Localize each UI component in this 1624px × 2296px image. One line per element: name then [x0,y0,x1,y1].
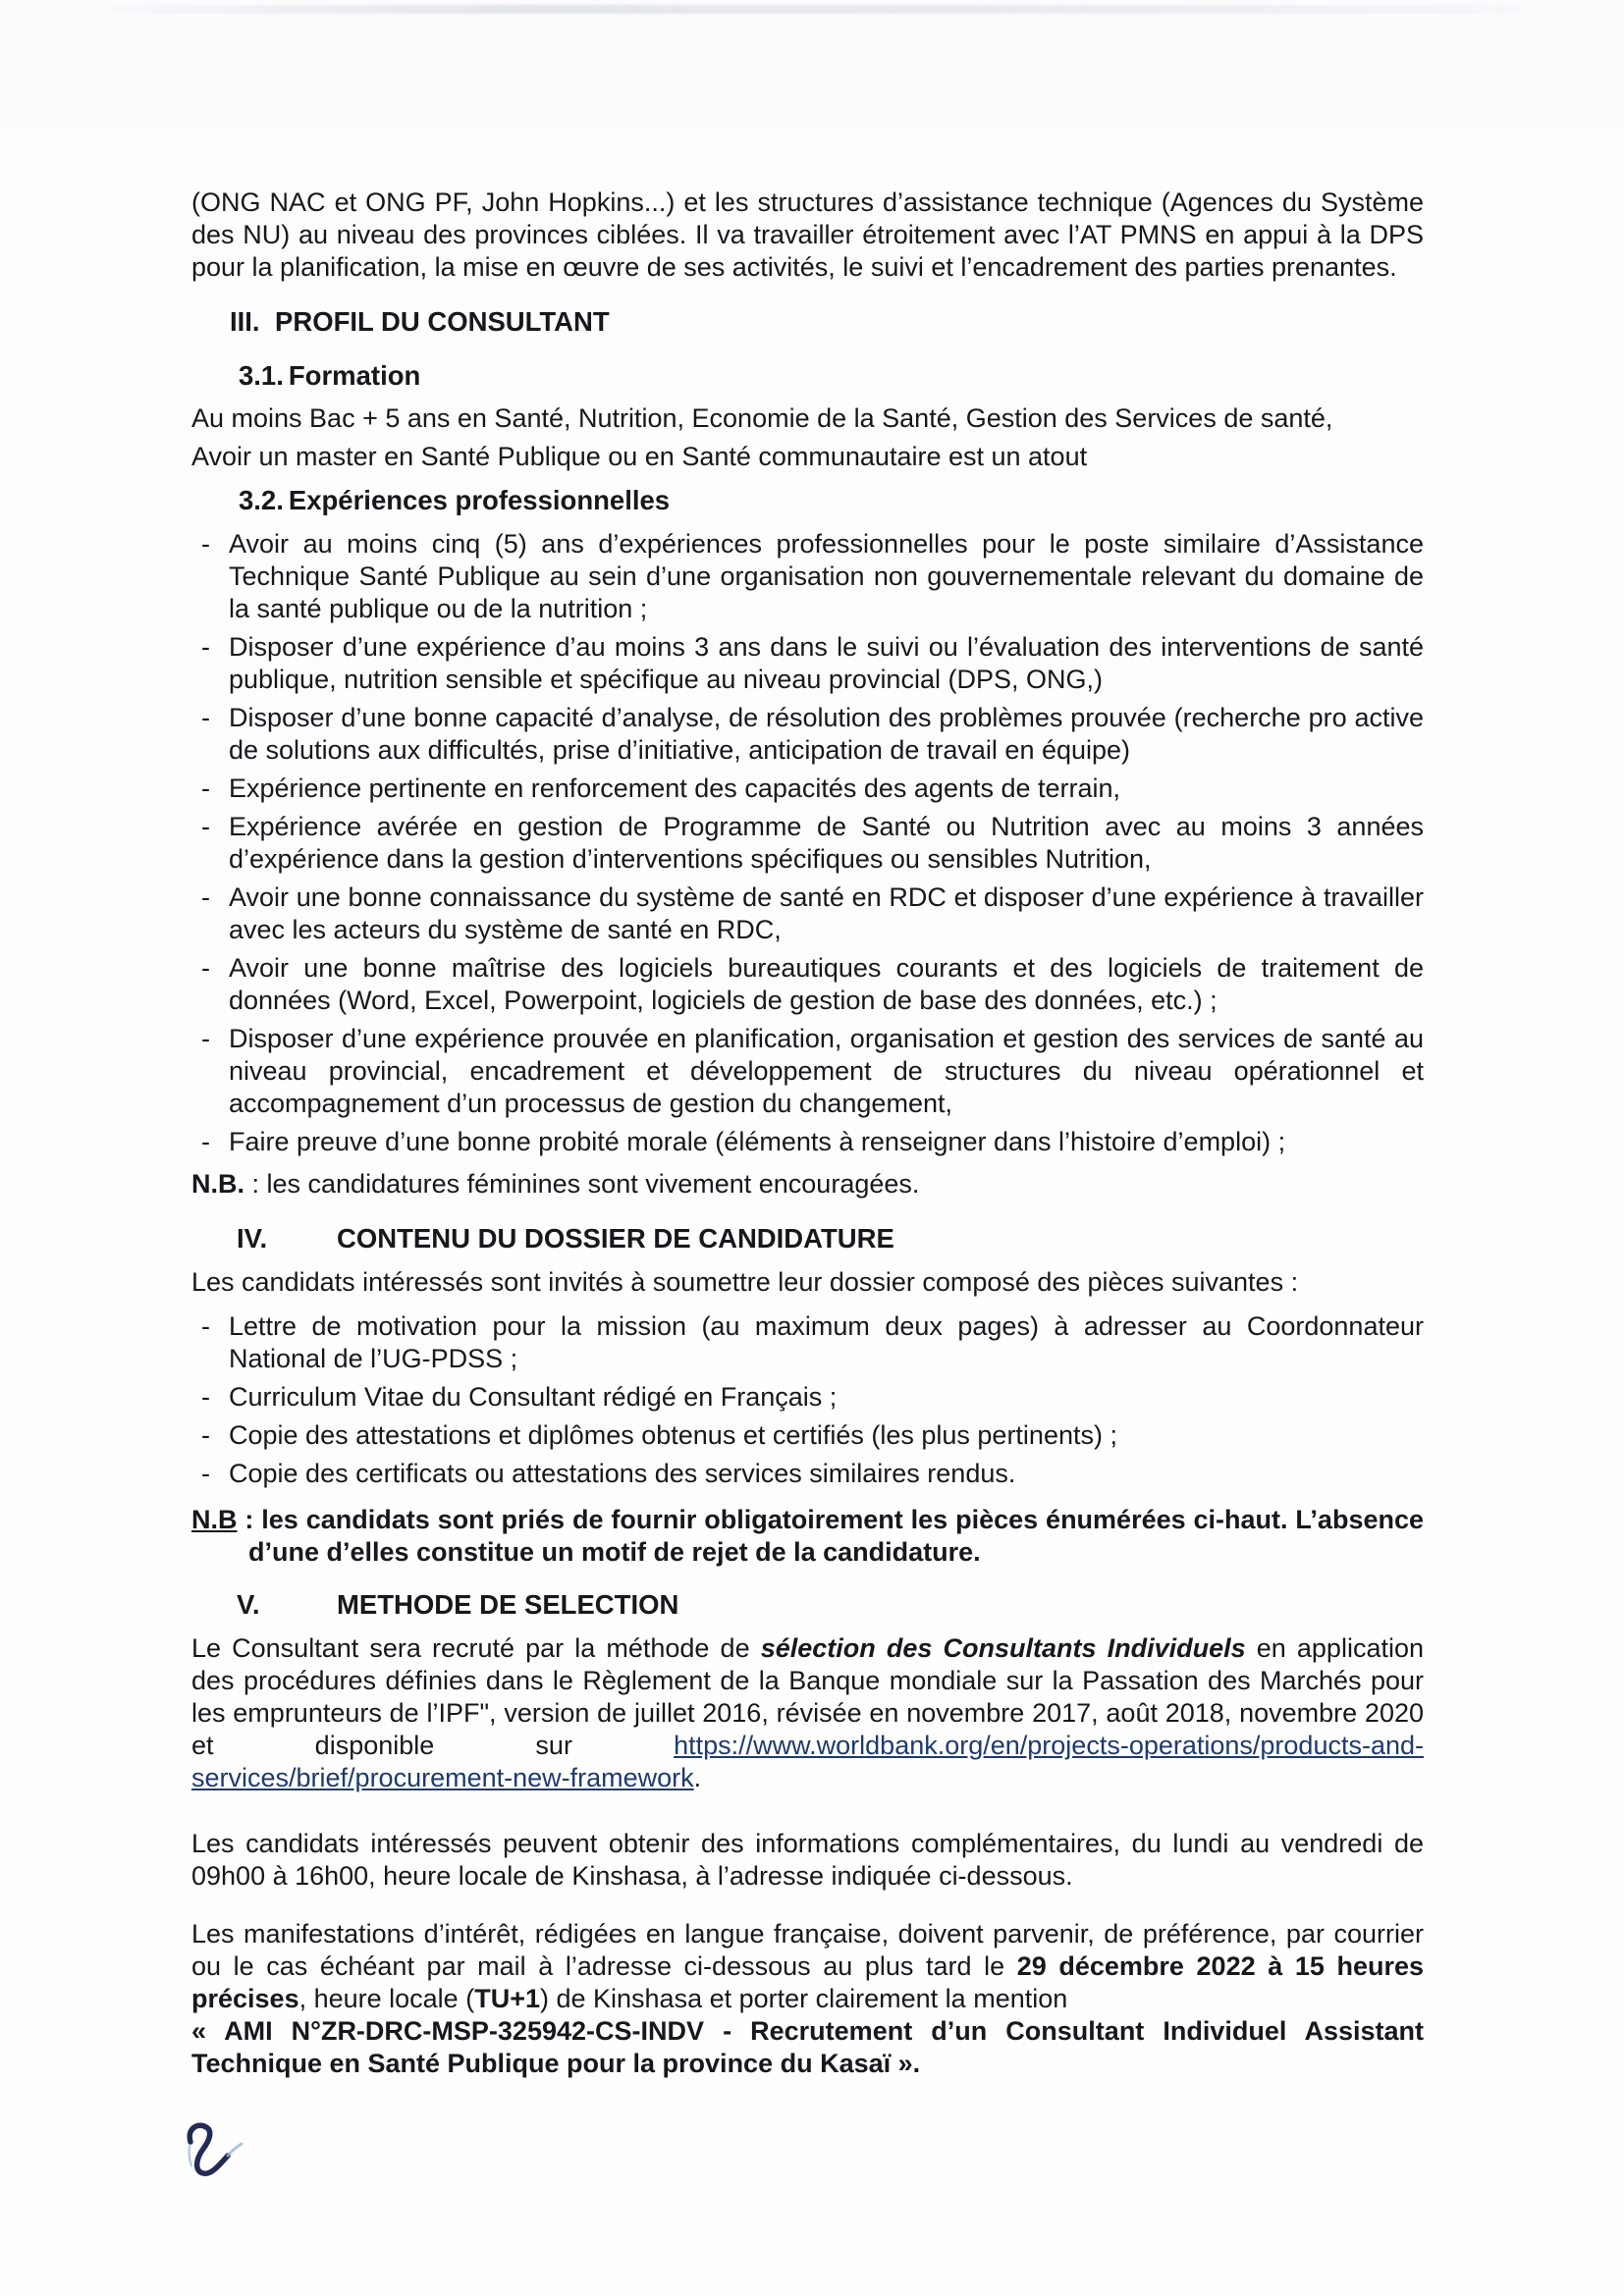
list-item-text: Lettre de motivation pour la mission (au maximum deux pages) à adresser au Coordonnateur National de l’UG-PDSS ; [229,1311,1424,1373]
dash-bullet: - [201,529,210,559]
list-item-text: Copie des certificats ou attestations des services similaires rendus. [229,1459,1016,1488]
dash-bullet: - [201,632,210,662]
section-5-heading [237,1588,1424,1621]
selection-method-paragraph [191,1632,1424,1794]
additional-info-paragraph: Les candidats intéressés peuvent obtenir des informations complémentaires, du lundi au vendredi de 09h00 à 16h00, heure locale de Kinshasa, à l’adresse indiquée ci-dessous. [191,1829,1424,1891]
dash-bullet: - [201,812,210,841]
deadline-text-1: Les manifestations d’intérêt, rédigées en langue française, doivent parvenir, de préférence, par courrier ou le cas échéant par mail à l’adresse ci-dessous au plus tard le [191,1919,1424,1981]
dash-bullet: - [201,1127,210,1156]
list-item-text: Expérience avérée en gestion de Programme de Santé ou Nutrition avec au moins 3 années d’expérience dans la gestion d’interventions spécifiques ou sensibles Nutrition, [229,812,1424,874]
section-3-1-heading [239,359,1424,392]
worldbank-procurement-link[interactable]: https://www.worldbank.org/en/projects-operations/products-and-services/brief/procurement-new-framework [191,1731,1424,1792]
nb-text: : les candidats sont priés de fournir obligatoirement les pièces énumérées ci-haut. L’absence d’une d’elles constitue un motif de rejet de la candidature. [237,1505,1424,1567]
section-4-title: CONTENU DU DOSSIER DE CANDIDATURE [337,1223,894,1254]
list-item [191,1023,1424,1120]
dossier-intro-paragraph: Les candidats intéressés sont invités à soumettre leur dossier composé des pièces suivantes : [191,1267,1299,1297]
list-item-text: Avoir une bonne maîtrise des logiciels bureautiques courants et des logiciels de traitement de données (Word, Excel, Powerpoint, logiciels de gestion de base des données, etc.) ; [229,953,1424,1015]
section-5-title: METHODE DE SELECTION [337,1589,679,1620]
intro-paragraph: (ONG NAC et ONG PF, John Hopkins...) et les structures d’assistance technique (Agences du Système des NU) au niveau des provinces ciblées. Il va travailler étroitement avec l’AT PMNS en appui à la DPS pour la planification, la mise en œuvre de ses activités, le suivi et l’encadrement des parties prenantes. [191,187,1424,282]
section-3-2-title: Expériences professionnelles [288,485,671,515]
section-4-number: IV. [237,1223,268,1254]
deadline-text-2: , heure locale ( [298,1984,475,2013]
deadline-text-3: ) de Kinshasa et porter clairement la mention [539,1984,1068,2013]
list-item [191,881,1424,946]
section-3-2-heading [239,484,1424,516]
nb-label: N.B. [191,1169,244,1199]
list-item [191,1419,1424,1452]
list-item-text: Disposer d’une expérience prouvée en planification, organisation et gestion des services de santé au niveau provincial, encadrement et développement de structures du niveau opérationnel et accompagnement d’un processus de gestion du changement, [229,1024,1424,1118]
method-text-1: Le Consultant sera recruté par la méthode de [191,1633,761,1663]
list-item-text: Disposer d’une expérience d’au moins 3 ans dans le suivi ou l’évaluation des interventions de santé publique, nutrition sensible et spécifique au niveau provincial (DPS, ONG,) [229,632,1424,694]
list-item-text: Avoir au moins cinq (5) ans d’expériences professionnelles pour le poste similaire d’Assistance Technique Santé Publique au sein d’une organisation non gouvernementale relevant du domaine de la santé publique ou de la nutrition ; [229,529,1424,623]
dash-bullet: - [201,1382,210,1412]
handwritten-pen-mark [177,2120,259,2189]
list-item-text: Copie des attestations et diplômes obtenus et certifiés (les plus pertinents) ; [229,1420,1117,1450]
section-5-number: V. [237,1589,260,1620]
dash-bullet: - [201,703,210,732]
dash-bullet: - [201,774,210,803]
section-4-heading [237,1222,1424,1255]
dash-bullet: - [201,1024,210,1053]
dash-bullet: - [201,1420,210,1450]
list-item-text: Avoir une bonne connaissance du système de santé en RDC et disposer d’une expérience à travailler avec les acteurs du système de santé en RDC, [229,882,1424,944]
nb-note-female-candidates [191,1168,1424,1201]
nb-note-mandatory-documents [191,1504,1424,1569]
deadline-date: 29 décembre 2022 à 15 heures précises [191,1951,1424,2013]
list-item [191,1310,1424,1375]
list-item [191,811,1424,876]
list-item [191,1458,1424,1490]
experience-requirements-list [191,528,1424,1158]
list-item [191,952,1424,1017]
list-item-text: Expérience pertinente en renforcement des capacités des agents de terrain, [229,774,1121,803]
method-text-2: en application des procédures définies dans le Règlement de la Banque mondiale sur la Passation des Marchés pour les emprunteurs de l’IPF", version de juillet 2016, révisée en novembre 2017, août 2018, novembre 2020 et disponible sur [191,1633,1424,1760]
list-item [191,702,1424,767]
scan-artifact-band [113,5,1519,14]
list-item-text: Faire preuve d’une bonne probité morale (éléments à renseigner dans l’histoire d’emploi) ; [229,1127,1286,1156]
method-text-3: . [693,1763,702,1792]
list-item-text: Curriculum Vitae du Consultant rédigé en Français ; [229,1382,838,1412]
section-3-1-number: 3.1. [239,360,284,391]
ami-reference-paragraph: « AMI N°ZR-DRC-MSP-325942-CS-INDV - Recrutement d’un Consultant Individuel Assistant Technique en Santé Publique pour la province du Kasaï ». [191,2016,1424,2078]
deadline-paragraph [191,1918,1424,2015]
nb-label: N.B [191,1505,238,1534]
formation-line-2: Avoir un master en Santé Publique ou en Santé communautaire est un atout [191,442,1088,471]
list-item [191,773,1424,805]
list-item [191,528,1424,625]
list-item [191,1126,1424,1158]
dossier-documents-list [191,1310,1424,1490]
list-item [191,1381,1424,1414]
nb-text: : les candidatures féminines sont vivement encouragées. [244,1169,920,1199]
section-3-2-number: 3.2. [239,485,284,515]
section-3-heading [230,305,1424,338]
dash-bullet: - [201,882,210,912]
dash-bullet: - [201,1459,210,1488]
section-3-title: PROFIL DU CONSULTANT [275,306,610,337]
dash-bullet: - [201,1311,210,1341]
list-item [191,631,1424,696]
section-3-number: III. [230,306,260,337]
document-content [191,187,1424,2080]
list-item-text: Disposer d’une bonne capacité d’analyse, de résolution des problèmes prouvée (recherche pro active de solutions aux difficultés, prise d’initiative, anticipation de travail en équipe) [229,703,1424,765]
formation-line-1: Au moins Bac + 5 ans en Santé, Nutrition, Economie de la Santé, Gestion des Services de santé, [191,403,1333,433]
deadline-timezone: TU+1 [474,1984,540,2013]
dash-bullet: - [201,953,210,983]
method-emphasis: sélection des Consultants Individuels [760,1633,1246,1663]
section-3-1-title: Formation [288,360,421,391]
